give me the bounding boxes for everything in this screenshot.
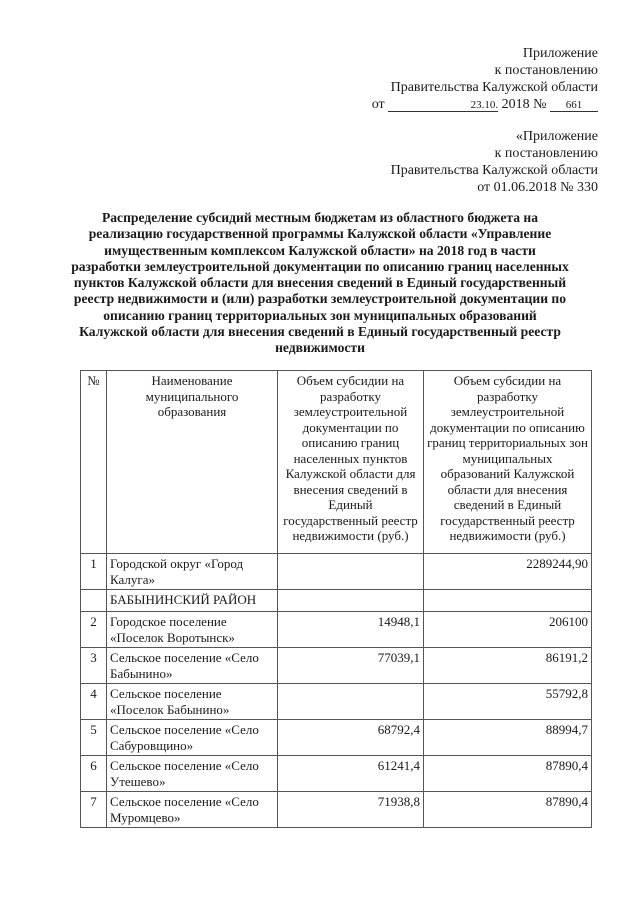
row-number: 2 (81, 612, 107, 648)
municipality-name: БАБЫНИНСКИЙ РАЙОН (107, 590, 278, 612)
zones-subsidy: 2289244,90 (424, 554, 592, 590)
municipality-name: Городское поселение «Поселок Воротынск» (107, 612, 278, 648)
year-label: 2018 № (501, 97, 547, 112)
previous-approval-header (391, 128, 598, 196)
settlements-subsidy: 71938,8 (278, 792, 424, 828)
zones-subsidy: 55792,8 (424, 684, 592, 720)
municipality-name: Сельское поселение «Село Утешево» (107, 756, 278, 792)
header-line: Приложение (522, 46, 598, 61)
document-title: Распределение субсидий местным бюджетам из областного бюджета на реализацию государственной программы Калужской области «Управление имущественным комплексом Калужской области» на 2018 год в части разработки землеустроительной документации по описанию границ населенных пунктов Калужской области для внесения сведений в Единый государственный реестр недвижимости и (или) разработки землеустроительной документации по описанию границ территориальных зон муниципальных образований Калужской области для внесения сведений в Единый государственный реестр недвижимости (71, 210, 569, 356)
table-row (81, 612, 592, 648)
settlements-subsidy (278, 590, 424, 612)
subsidy-table (80, 370, 592, 828)
zones-subsidy: 206100 (424, 612, 592, 648)
header-line: Правительства Калужской области (390, 80, 598, 95)
municipality-name: Сельское поселение «Поселок Бабынино» (107, 684, 278, 720)
date-prefix: от (371, 97, 385, 112)
table-row (81, 792, 592, 828)
row-number: 4 (81, 684, 107, 720)
municipality-name: Сельское поселение «Село Бабынино» (107, 648, 278, 684)
header-line: Правительства Калужской области (390, 163, 598, 178)
column-header: Наименование муниципального образования (107, 371, 278, 554)
row-number: 7 (81, 792, 107, 828)
table-row (81, 554, 592, 590)
municipality-name: Сельское поселение «Село Муромцево» (107, 792, 278, 828)
zones-subsidy: 87890,4 (424, 792, 592, 828)
zones-subsidy: 87890,4 (424, 756, 592, 792)
municipality-name: Сельское поселение «Село Сабуровщино» (107, 720, 278, 756)
column-header: Объем субсидии на разработку землеустроительной документации по описанию границ территориальных зон муниципальных образований Калужской области для внесения сведений в Единый государственный реестр недвижимости (руб.) (424, 371, 592, 554)
table-row (81, 756, 592, 792)
table-row (81, 648, 592, 684)
row-number: 5 (81, 720, 107, 756)
header-line: к постановлению (494, 63, 598, 78)
header-line: к постановлению (494, 146, 598, 161)
table-row (81, 590, 592, 612)
row-number: 6 (81, 756, 107, 792)
approval-header (372, 45, 598, 113)
header-line: от 01.06.2018 № 330 (477, 180, 598, 195)
row-number (81, 590, 107, 612)
municipality-name: Городской округ «Город Калуга» (107, 554, 278, 590)
date-value: 23.10. (388, 99, 498, 112)
zones-subsidy: 88994,7 (424, 720, 592, 756)
settlements-subsidy: 68792,4 (278, 720, 424, 756)
table-row (81, 684, 592, 720)
decree-number: 661 (550, 99, 598, 112)
settlements-subsidy: 61241,4 (278, 756, 424, 792)
settlements-subsidy (278, 684, 424, 720)
settlements-subsidy (278, 554, 424, 590)
row-number: 1 (81, 554, 107, 590)
settlements-subsidy: 77039,1 (278, 648, 424, 684)
row-number: 3 (81, 648, 107, 684)
zones-subsidy: 86191,2 (424, 648, 592, 684)
column-header: № (81, 371, 107, 554)
header-line: «Приложение (515, 129, 598, 144)
zones-subsidy (424, 590, 592, 612)
table-header-row (81, 371, 592, 554)
column-header: Объем субсидии на разработку землеустроительной документации по описанию границ населенных пунктов Калужской области для внесения сведений в Единый государственный реестр недвижимости (руб.) (278, 371, 424, 554)
header-date-line (372, 96, 598, 113)
table-row (81, 720, 592, 756)
settlements-subsidy: 14948,1 (278, 612, 424, 648)
